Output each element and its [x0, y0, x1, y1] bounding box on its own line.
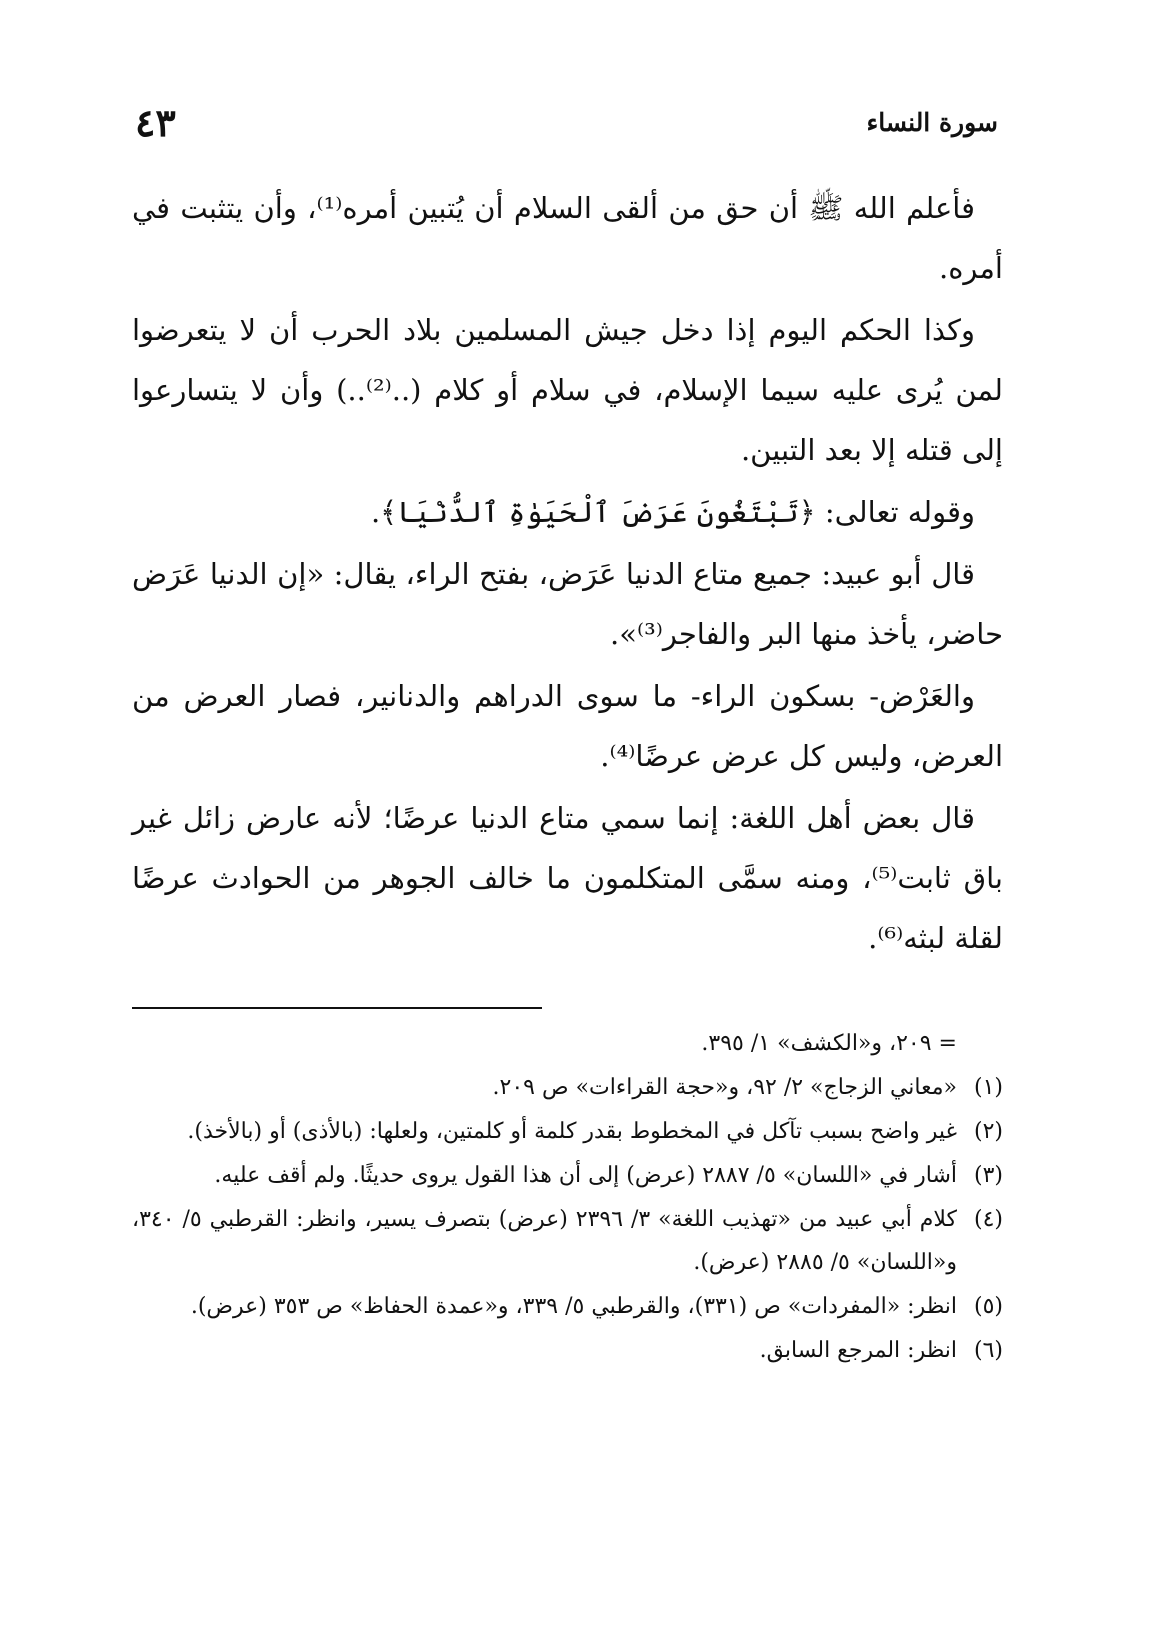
paragraph-4: قال أبو عبيد: جميع متاع الدنيا عَرَض، بفتح الراء، يقال: «إن الدنيا عَرَض حاضر، يأخذ منها البر والفاجر⁽³⁾».: [132, 557, 1003, 651]
footnote-number: (٥): [973, 1294, 1003, 1319]
main-text: [132, 178, 1003, 970]
footnote-text: «معاني الزجاج» ٢/ ٩٢، و«حجة القراءات» ص ٢٠٩.: [492, 1075, 957, 1100]
footnote-continuation-text: = ٢٠٩، و«الكشف» ١/ ٣٩٥.: [701, 1031, 957, 1056]
paragraph-3: [132, 482, 1003, 542]
page-number: ٤٣: [135, 100, 176, 145]
footnote: [132, 1154, 1003, 1197]
quran-verse: ﴿تَبْتَغُونَ عَرَضَ ٱلْحَيَوٰةِ ٱلدُّنْيَا﴾.: [370, 495, 816, 529]
footnote-number: (٦): [973, 1338, 1003, 1363]
footnote-text: انظر: المرجع السابق.: [759, 1338, 957, 1363]
footnote-number: (١): [973, 1075, 1003, 1100]
footnote: [132, 1329, 1003, 1372]
footnote-text: غير واضح بسبب تآكل في المخطوط بقدر كلمة أو كلمتين، ولعلها: (بالأذى) أو (بالأخذ).: [187, 1119, 957, 1144]
footnote-number: (٢): [973, 1119, 1003, 1144]
paragraph-3-lead: وقوله تعالى:: [824, 495, 975, 529]
footnote: [132, 1110, 1003, 1153]
paragraph-2: وكذا الحكم اليوم إذا دخل جيش المسلمين بلاد الحرب أن لا يتعرضوا لمن يُرى عليه سيما الإسلام، في سلام أو كلام (..⁽²⁾..) وأن لا يتسارعوا إلى قتله إلا بعد التبين.: [132, 313, 1004, 467]
footnote: [132, 1285, 1003, 1328]
footnotes: [132, 1022, 1003, 1373]
footnote-number: (٤): [973, 1207, 1003, 1232]
surah-title: سورة النساء: [866, 108, 998, 137]
footnote-text: انظر: «المفردات» ص (٣٣١)، والقرطبي ٥/ ٣٣٩، و«عمدة الحفاظ» ص ٣٥٣ (عرض).: [190, 1294, 957, 1319]
footnote-text: أشار في «اللسان» ٥/ ٢٨٨٧ (عرض) إلى أن هذا القول يروى حديثًا. ولم أقف عليه.: [214, 1163, 957, 1188]
footnote-continuation: [132, 1022, 1003, 1065]
page-header: [135, 100, 998, 160]
paragraph-1: فأعلم الله ﷺ أن حق من ألقى السلام أن يُتبين أمره⁽¹⁾، وأن يتثبت في أمره.: [132, 191, 1003, 285]
paragraph-6: قال بعض أهل اللغة: إنما سمي متاع الدنيا عرضًا؛ لأنه عارض زائل غير باق ثابت⁽⁵⁾، ومنه سمَّى المتكلمون ما خالف الجوهر من الحوادث عرضًا لقلة لبثه⁽⁶⁾.: [132, 801, 1003, 955]
footnote-number: (٣): [973, 1163, 1003, 1188]
footnote: [132, 1066, 1003, 1109]
paragraph-5: والعَرْض- بسكون الراء- ما سوى الدراهم والدنانير، فصار العرض من العرض، وليس كل عرض عرضًا⁽⁴⁾.: [132, 679, 1003, 773]
footnote-separator: [132, 1007, 542, 1009]
footnote: [132, 1198, 1003, 1284]
footnote-text: كلام أبي عبيد من «تهذيب اللغة» ٣/ ٢٣٩٦ (عرض) بتصرف يسير، وانظر: القرطبي ٥/ ٣٤٠، و«اللسان» ٥/ ٢٨٨٥ (عرض).: [132, 1207, 958, 1275]
